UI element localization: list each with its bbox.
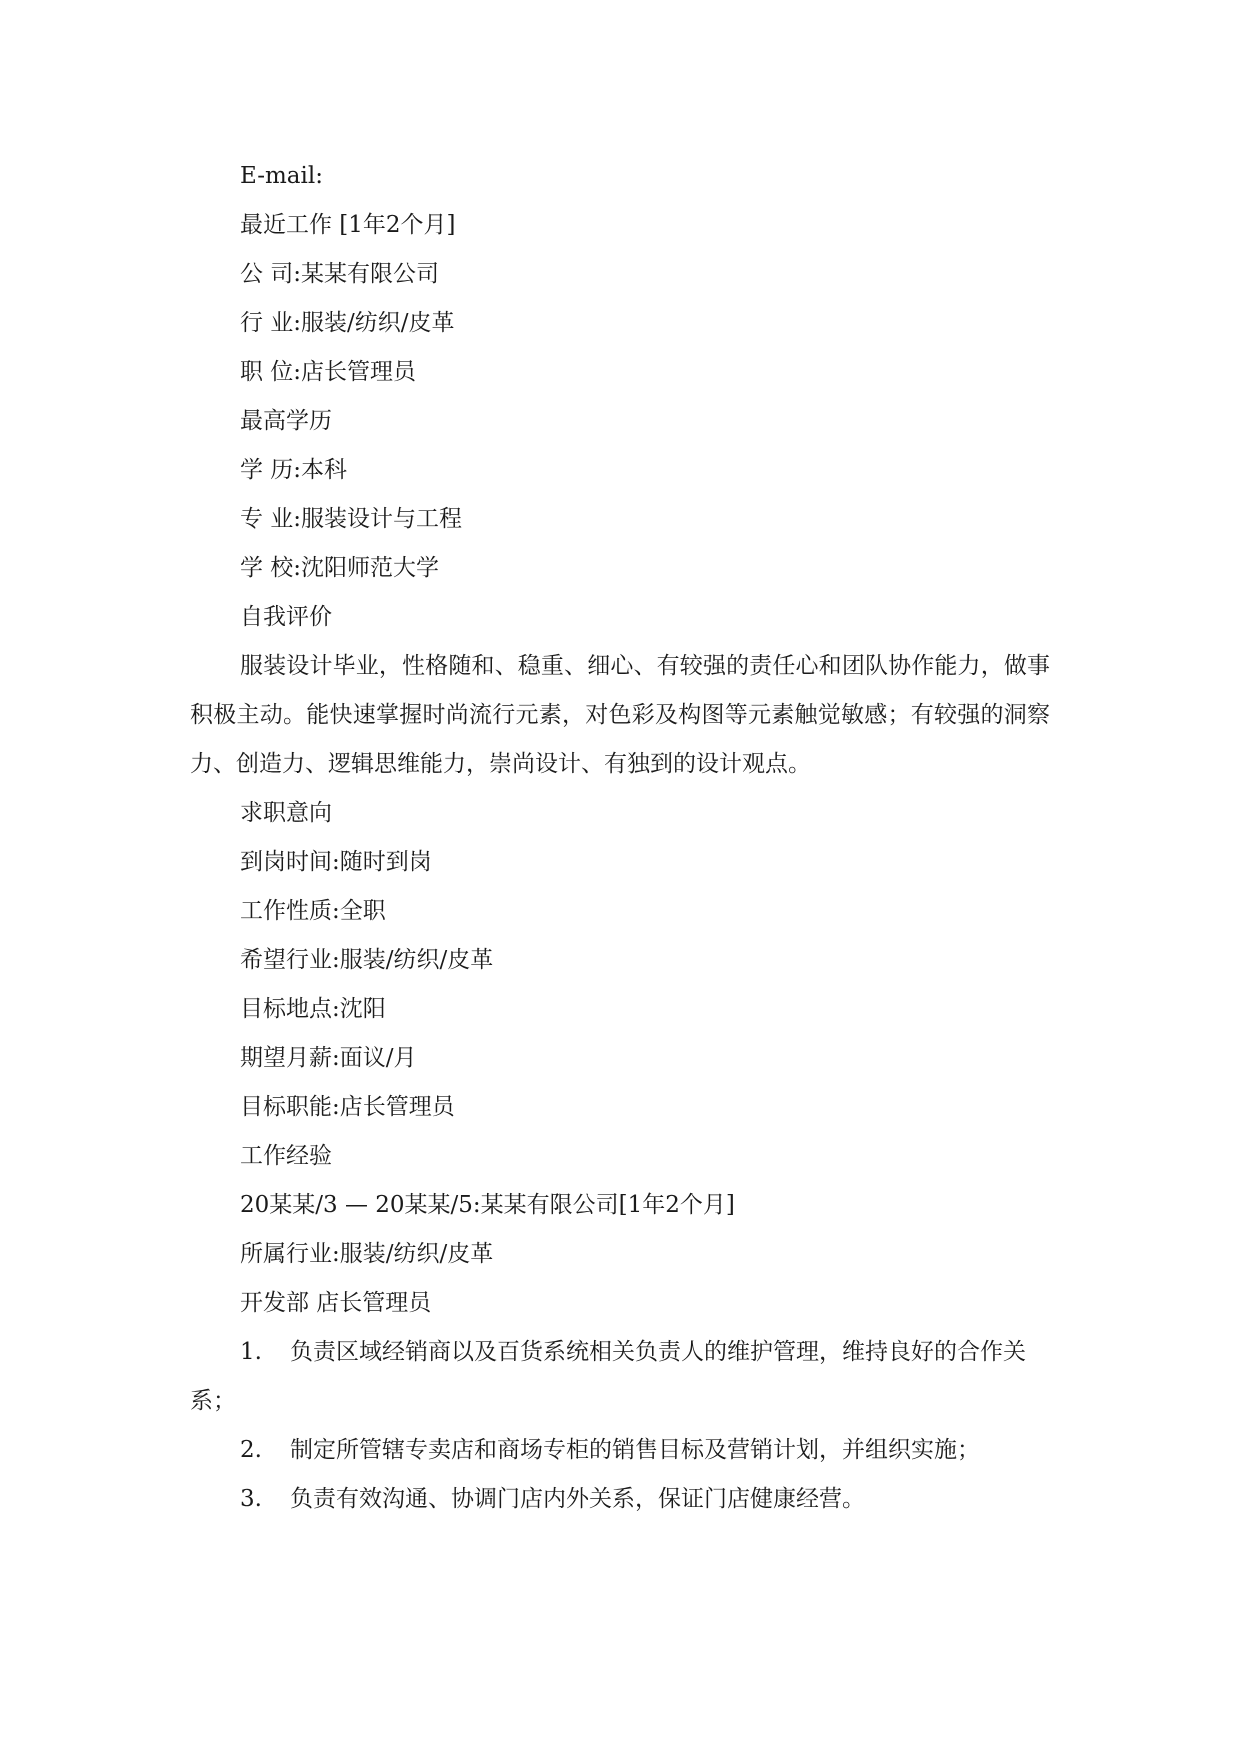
recent-company: 公 司:某某有限公司 [240,261,440,287]
duty-text: 负责区域经销商以及百货系统相关负责人的维护管理，维持良好的合作关系； [190,1339,1026,1414]
email-label: E-mail: [240,163,323,189]
intention-arrival: 到岗时间:随时到岗 [240,849,432,875]
duty-text: 制定所管辖专卖店和商场专柜的销售目标及营销计划，并组织实施； [290,1437,980,1463]
duty-item [190,1426,1050,1475]
experience-industry: 所属行业:服装/纺织/皮革 [240,1241,494,1267]
duty-number: 3. [240,1486,262,1512]
job-intention-heading: 求职意向 [240,800,332,826]
duty-number: 1. [240,1339,262,1365]
intention-location: 目标地点:沈阳 [240,996,386,1022]
recent-work-heading: 最近工作 [1年2个月] [240,212,456,238]
duty-text: 负责有效沟通、协调门店内外关系，保证门店健康经营。 [290,1486,865,1512]
education-school: 学 校:沈阳师范大学 [240,555,440,581]
self-evaluation-text: 服装设计毕业，性格随和、稳重、细心、有较强的责任心和团队协作能力，做事积极主动。能快速掌握时尚流行元素，对色彩及构图等元素触觉敏感；有较强的洞察力、创造力、逻辑思维能力，崇尚设计、有独到的设计观点。 [190,653,1050,777]
intention-salary: 期望月薪:面议/月 [240,1045,417,1071]
experience-heading: 工作经验 [240,1143,332,1169]
resume-content [190,152,1050,1524]
recent-industry: 行 业:服装/纺织/皮革 [240,310,455,336]
intention-industry: 希望行业:服装/纺织/皮革 [240,947,494,973]
education-heading: 最高学历 [240,408,332,434]
experience-dept-role: 开发部 店长管理员 [240,1290,432,1316]
education-degree: 学 历:本科 [240,457,348,483]
experience-period: 20某某/3 — 20某某/5:某某有限公司[1年2个月] [240,1192,735,1218]
self-evaluation-heading: 自我评价 [240,604,332,630]
intention-nature: 工作性质:全职 [240,898,386,924]
education-major: 专 业:服装设计与工程 [240,506,463,532]
duty-item [190,1475,1050,1524]
recent-position: 职 位:店长管理员 [240,359,417,385]
intention-function: 目标职能:店长管理员 [240,1094,455,1120]
duty-number: 2. [240,1437,262,1463]
duty-item [190,1328,1050,1426]
